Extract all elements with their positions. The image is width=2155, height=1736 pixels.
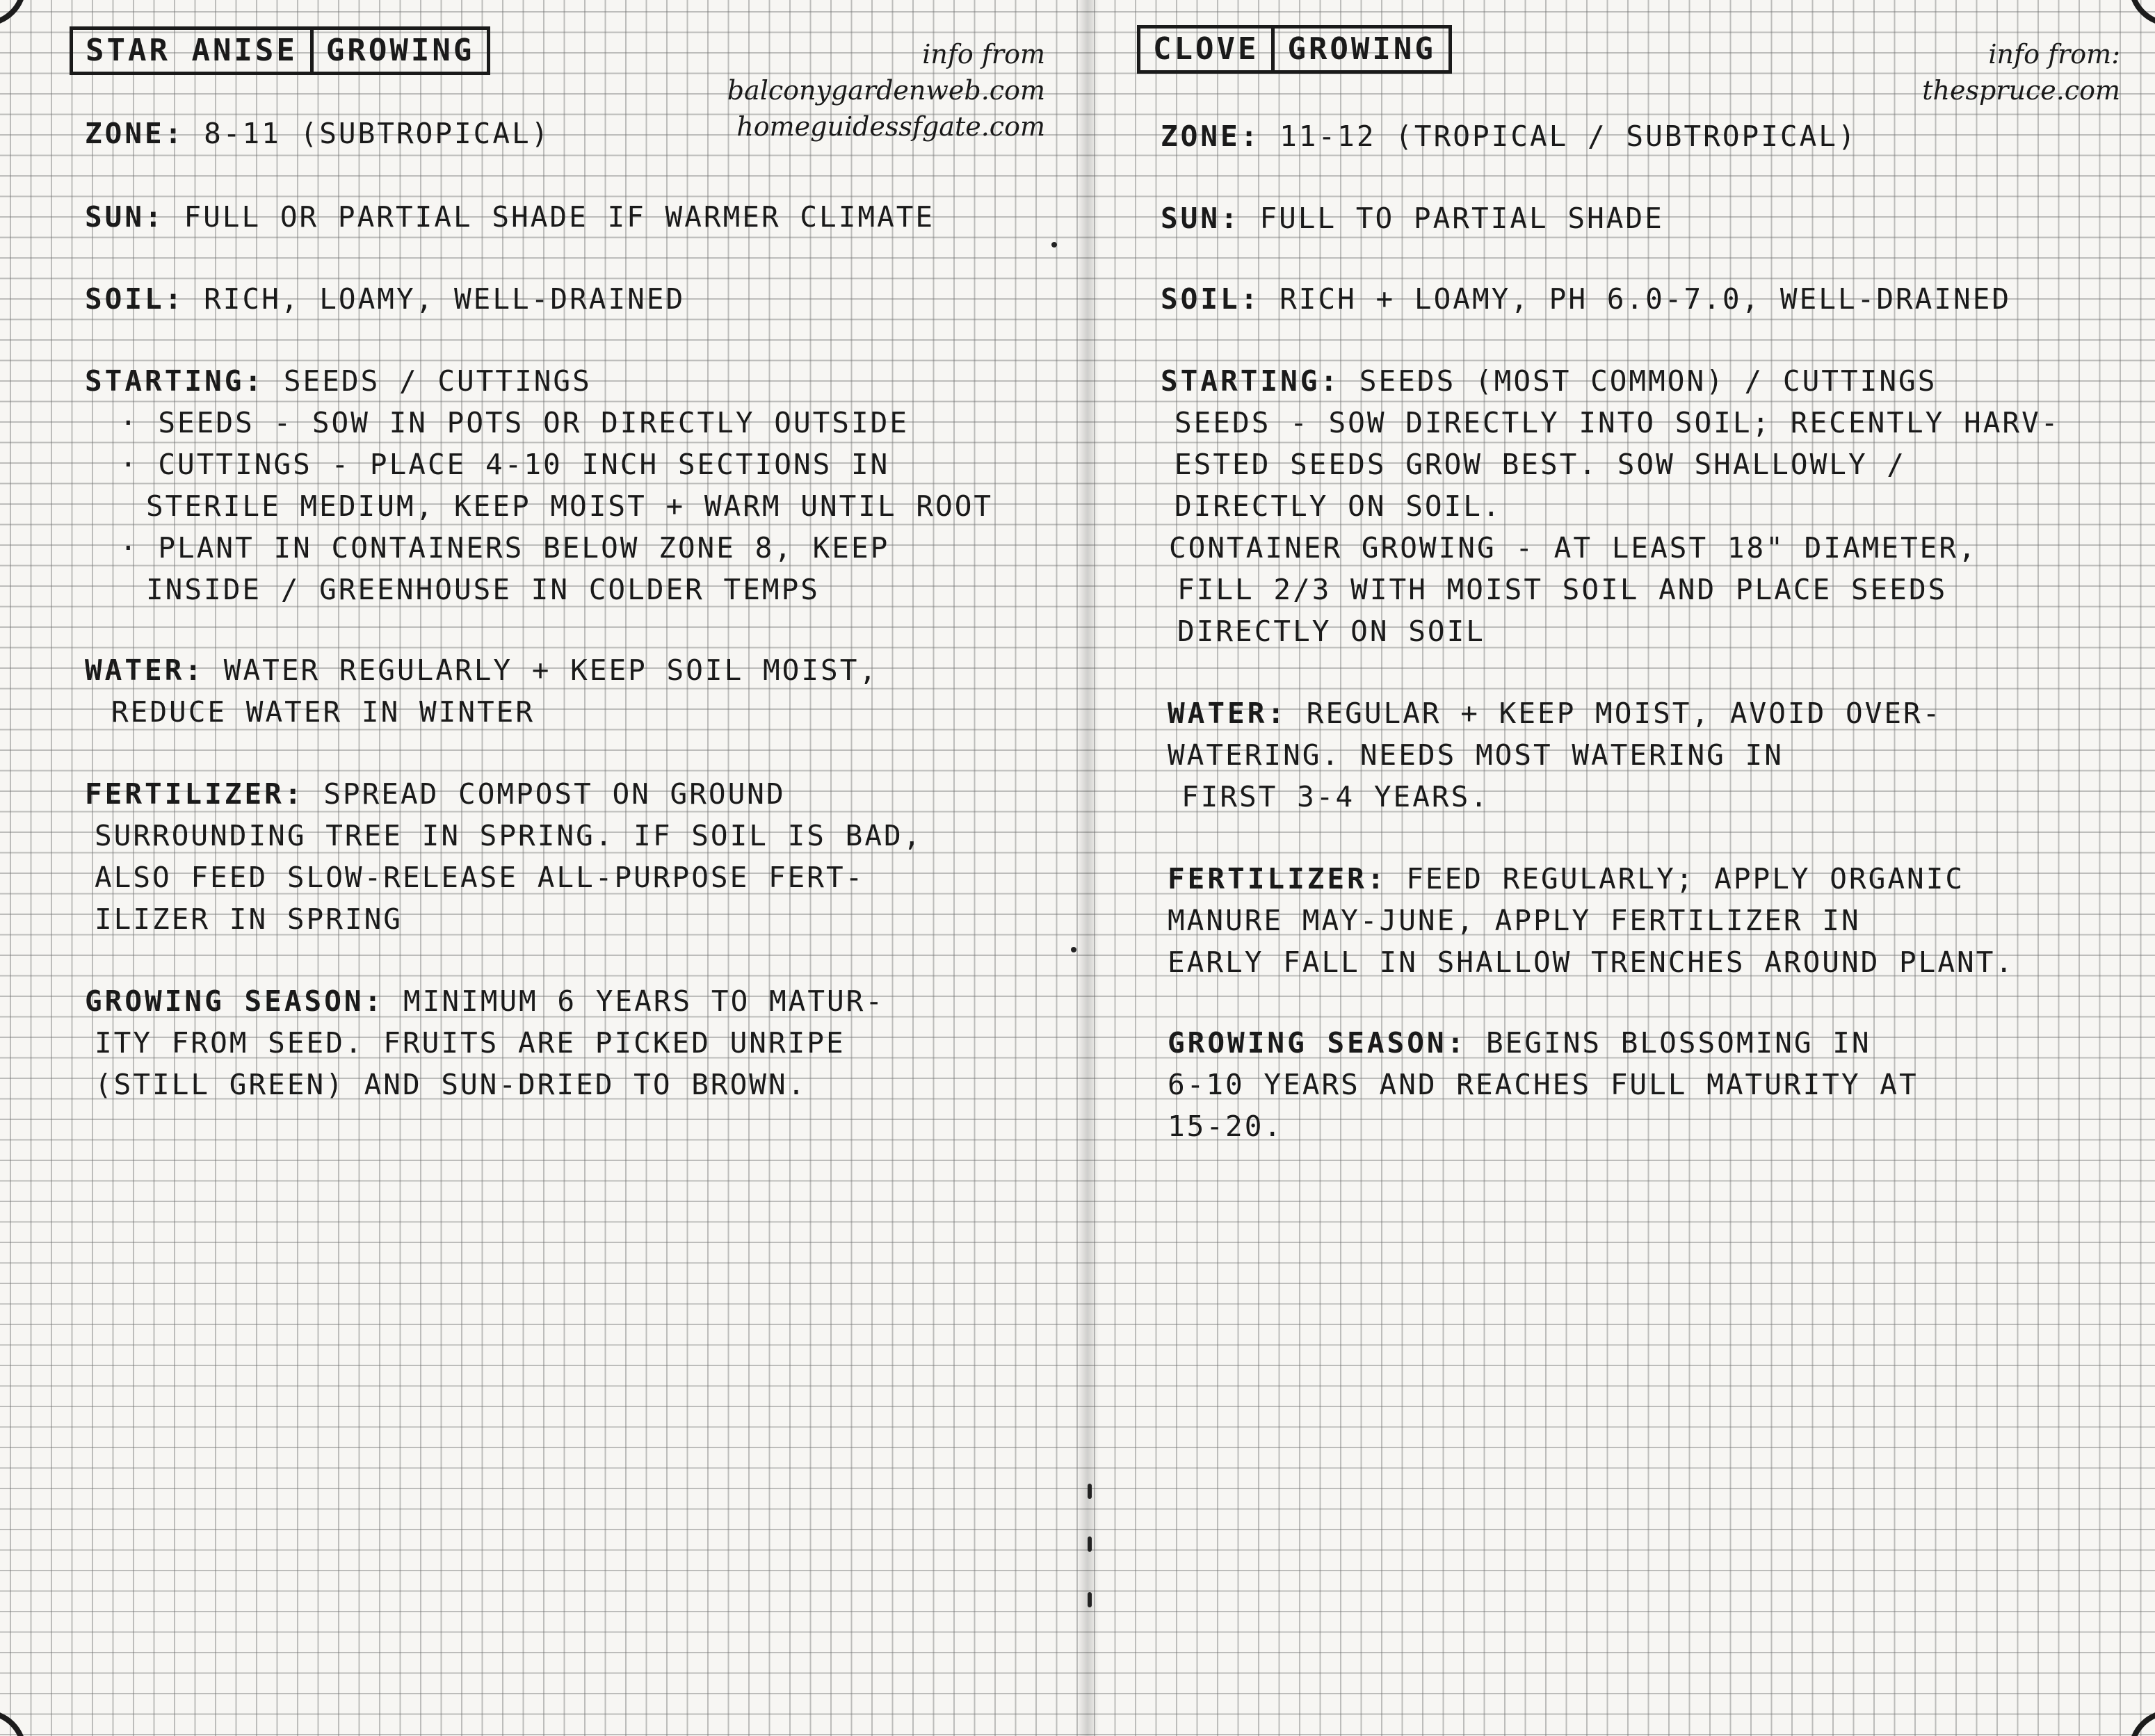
spine-stitch — [1088, 1592, 1092, 1607]
right-water-line — [1168, 692, 1942, 734]
fertilizer-label: FERTILIZER: — [85, 777, 305, 811]
water-detail: REDUCE WATER IN WINTER — [111, 695, 535, 729]
right-notebook-page — [1087, 0, 2155, 1736]
sun-value: FULL OR PARTIAL SHADE IF WARMER CLIMATE — [184, 200, 935, 234]
edge-dot — [1071, 947, 1076, 952]
right-zone-line — [1161, 115, 1857, 157]
right-source-1: thespruce.com — [1922, 75, 2120, 106]
right-starting-line — [1161, 360, 1937, 402]
starting-label: STARTING: — [1161, 364, 1341, 398]
soil-value: RICH + LOAMY, PH 6.0-7.0, WELL-DRAINED — [1280, 282, 2012, 316]
soil-label: SOIL: — [1161, 282, 1261, 316]
right-sun-line — [1161, 197, 1664, 239]
fertilizer-detail: EARLY FALL IN SHALLOW TRENCHES AROUND PLANT. — [1168, 946, 2015, 979]
fertilizer-label: FERTILIZER: — [1168, 862, 1387, 895]
spine-stitch — [1088, 1536, 1092, 1552]
water-detail: WATERING. NEEDS MOST WATERING IN — [1168, 738, 1784, 772]
right-title-row — [1137, 25, 1452, 74]
spine-stitch — [1088, 1484, 1092, 1499]
sun-label: SUN: — [85, 200, 165, 234]
water-value: WATER REGULARLY + KEEP SOIL MOIST, — [223, 654, 879, 687]
edge-dot — [1051, 242, 1057, 248]
left-growing-season-line — [85, 980, 885, 1022]
left-starting-line — [85, 360, 592, 402]
starting-value: SEEDS / CUTTINGS — [283, 364, 592, 398]
growing-season-detail: 15-20. — [1168, 1110, 1284, 1143]
right-source-label: info from: — [1988, 39, 2120, 70]
growing-season-detail: 6-10 YEARS AND REACHES FULL MATURITY AT — [1168, 1068, 1919, 1101]
left-source-1: balconygardenweb.com — [727, 75, 1045, 106]
right-title-box: CLOVE — [1137, 25, 1275, 74]
left-soil-line — [85, 278, 685, 320]
left-source-block — [684, 36, 1045, 145]
water-detail: FIRST 3-4 YEARS. — [1181, 780, 1490, 813]
left-sun-line — [85, 196, 935, 238]
page-corner — [2129, 0, 2155, 26]
soil-value: RICH, LOAMY, WELL-DRAINED — [204, 282, 686, 316]
sun-label: SUN: — [1161, 202, 1241, 235]
zone-label: ZONE: — [85, 117, 185, 150]
growing-season-detail: (STILL GREEN) AND SUN-DRIED TO BROWN. — [95, 1068, 807, 1101]
right-fertilizer-line — [1168, 858, 1964, 900]
water-value: REGULAR + KEEP MOIST, AVOID OVER- — [1306, 697, 1942, 730]
left-source-2: homeguidessfgate.com — [736, 111, 1045, 142]
fertilizer-detail: ALSO FEED SLOW-RELEASE ALL-PURPOSE FERT- — [95, 861, 865, 894]
left-title-box: STAR ANISE — [70, 26, 314, 75]
starting-label: STARTING: — [85, 364, 265, 398]
fertilizer-detail: MANURE MAY-JUNE, APPLY FERTILIZER IN — [1168, 904, 1861, 937]
right-soil-line — [1161, 278, 2011, 320]
fertilizer-detail: ILIZER IN SPRING — [95, 902, 403, 936]
starting-value: SEEDS (MOST COMMON) / CUTTINGS — [1359, 364, 1937, 398]
growing-season-value: MINIMUM 6 YEARS TO MATUR- — [403, 984, 885, 1018]
soil-label: SOIL: — [85, 282, 185, 316]
left-zone-line — [85, 113, 550, 154]
fertilizer-value: SPREAD COMPOST ON GROUND — [323, 777, 786, 811]
starting-detail: DIRECTLY ON SOIL — [1177, 615, 1485, 648]
sun-value: FULL TO PARTIAL SHADE — [1259, 202, 1664, 235]
zone-value: 11-12 (TROPICAL / SUBTROPICAL) — [1280, 120, 1857, 153]
left-water-line — [85, 649, 878, 691]
growing-season-value: BEGINS BLOSSOMING IN — [1485, 1026, 1871, 1060]
growing-season-label: GROWING SEASON: — [1168, 1026, 1467, 1060]
right-source-block — [1814, 36, 2120, 108]
left-title-row — [70, 26, 490, 75]
fertilizer-detail: SURROUNDING TREE IN SPRING. IF SOIL IS BAD, — [95, 819, 923, 852]
starting-detail: INSIDE / GREENHOUSE IN COLDER TEMPS — [146, 573, 820, 606]
left-fertilizer-line — [85, 773, 786, 815]
zone-label: ZONE: — [1161, 120, 1261, 153]
page-corner — [0, 0, 26, 26]
right-title-tag-box: GROWING — [1275, 25, 1451, 74]
water-label: WATER: — [85, 654, 205, 687]
water-label: WATER: — [1168, 697, 1288, 730]
notebook-gutter — [1076, 0, 1099, 1736]
starting-detail: · PLANT IN CONTAINERS BELOW ZONE 8, KEEP — [120, 531, 890, 565]
starting-detail: · SEEDS - SOW IN POTS OR DIRECTLY OUTSIDE — [120, 406, 910, 439]
starting-detail: SEEDS - SOW DIRECTLY INTO SOIL; RECENTLY HARV- — [1175, 406, 2060, 439]
zone-value: 8-11 (SUBTROPICAL) — [204, 117, 551, 150]
starting-detail: STERILE MEDIUM, KEEP MOIST + WARM UNTIL ROOT — [146, 489, 994, 523]
right-growing-season-line — [1168, 1022, 1871, 1064]
starting-detail: · CUTTINGS - PLACE 4-10 INCH SECTIONS IN — [120, 448, 890, 481]
starting-detail: FILL 2/3 WITH MOIST SOIL AND PLACE SEEDS — [1177, 573, 1948, 606]
left-title-tag-box: GROWING — [314, 26, 490, 75]
page-corner — [0, 1710, 26, 1736]
growing-season-label: GROWING SEASON: — [85, 984, 385, 1018]
left-source-label: info from — [922, 39, 1045, 70]
fertilizer-value: FEED REGULARLY; APPLY ORGANIC — [1406, 862, 1965, 895]
starting-detail: CONTAINER GROWING - AT LEAST 18" DIAMETER, — [1169, 531, 1978, 565]
starting-detail: ESTED SEEDS GROW BEST. SOW SHALLOWLY / — [1175, 448, 1906, 481]
page-corner — [2129, 1710, 2155, 1736]
starting-detail: DIRECTLY ON SOIL. — [1175, 489, 1502, 523]
growing-season-detail: ITY FROM SEED. FRUITS ARE PICKED UNRIPE — [95, 1026, 846, 1060]
